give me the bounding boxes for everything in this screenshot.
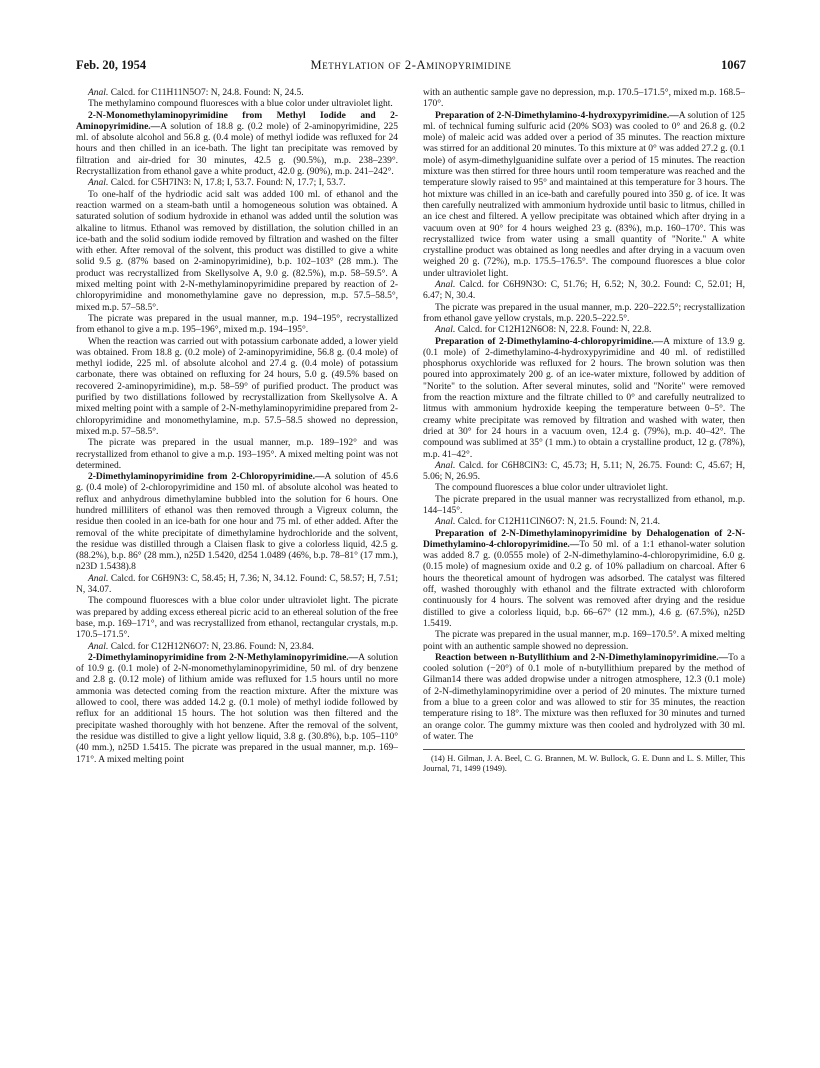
analysis-paragraph: Anal. Calcd. for C6H9N3: C, 58.45; H, 7.36; N, 34.12. Found: C, 58.57; H, 7.51; N, 34.07. <box>76 573 398 596</box>
body-paragraph: The picrate prepared in the usual manner was recrystallized from ethanol, m.p. 144–145°. <box>423 494 745 516</box>
procedure-paragraph: Reaction between n-Butyllithium and 2-N-Dimethylaminopyrimidine.—To a cooled solution (−20°) of 0.1 mole of n-butyllithium prepared by the method of Gilman14 there was added dropwise under a nitrogen atmosphere, 12.3 (0.1 mole) of 2-N-dimethylaminopyrimidine over a period of 20 minutes. The mixture turned from a blue to a green color and was allowed to stir for 35 minutes, the reaction temperature rising to 18°. The mixture was then refluxed for 30 minutes and turned an orange color. The gummy mixture was then cooled and hydrolyzed with 30 ml. of water. The <box>423 652 745 742</box>
procedure-paragraph: 2-N-Monomethylaminopyrimidine from Methyl Iodide and 2-Aminopyrimidine.—A solution of 18.8 g. (0.2 mole) of 2-aminopyrimidine, 225 ml. of absolute alcohol and 56.8 g. (0.4 mole) of methyl iodide was refluxed for 24 hours and then chilled in an ice-bath. The light tan precipitate was removed by filtration and air-dried for 30 minutes, 42.5 g. (90.5%), m.p. 238–239°. Recrystallization from ethanol gave a white product, 42.0 g. (90%), m.p. 241–242°. <box>76 110 398 178</box>
body-paragraph: The picrate was prepared in the usual manner, m.p. 189–192° and was recrystallized from ethanol to give a m.p. 193–195°. A mixed melting point was not determined. <box>76 438 398 471</box>
procedure-paragraph: Preparation of 2-Dimethylamino-4-chloropyrimidine.—A mixture of 13.9 g. (0.1 mole) of 2-dimethylamino-4-hydroxypyrimidine and 40 ml. of redistilled phosphorus oxychloride was refluxed for 2 hours. The brown solution was then poured into approximately 200 g. of an ice-water mixture, followed by addition of "Norite" to the solution. After several minutes, solid and "Norite" were removed from the reaction mixture and the filtrate chilled to 0° and carefully neutralized to litmus with ammonium hydroxide keeping the temperature between 0–5°. The creamy white precipitate was removed by filtration and washed with water, then dried at 30° for 24 hours in a vacuum oven, 12.4 g. (79%), m.p. 40–42°. The compound was sublimed at 35° (1 mm.) to obtain a crystalline product, 12 g. (78%), m.p. 41–42°. <box>423 336 745 460</box>
procedure-paragraph: Preparation of 2-N-Dimethylamino-4-hydroxypyrimidine.—A solution of 125 ml. of technical fuming sulfuric acid (20% SO3) was cooled to 0° and 26.8 g. (0.2 mole) of maleic acid was added over a period of 35 minutes. The reaction mixture was stirred for an additional 20 minutes. To this mixture at 0° was added 27.2 g. (0.1 mole) of asym-dimethylguanidine sulfate over a period of 15 minutes. The reaction mixture was then stirred for three hours until room temperature was reached and the temperature slowly raised to 95° and maintained at this temperature for 3 hours. The hot mixture was chilled in an ice-bath and carefully poured into 350 g. of ice. It was then carefully neutralized with ammonium hydroxide until basic to litmus, chilled in an ice chest and filtered. A yellow precipitate was obtained which after drying in a vacuum oven at 90° for 4 hours weighed 23 g. (83%), m.p. 160–170°. This was recrystallized twice from water using a small quantity of "Norite." A white crystalline product was obtained as long needles and after drying in a vacuum oven weighed 20 g. (72%), m.p. 175.5–176.5°. The compound fluoresces a blue color under ultraviolet light. <box>423 110 745 279</box>
procedure-paragraph: Preparation of 2-N-Dimethylaminopyrimidine by Dehalogenation of 2-N-Dimethylamino-4-chloropyrimidine.—To 50 ml. of a 1:1 ethanol-water solution was added 8.7 g. (0.0555 mole) of 2-N-dimethylamino-4-chloropyrimidine, 6.0 g. (0.15 mole) of magnesium oxide and 0.2 g. of 10% palladium on charcoal. After 6 hours the theoretical amount of hydrogen was adsorbed. The catalyst was filtered off, washed thoroughly with ethanol and the filtrate extracted with chloroform continuously for 4 hours. The solvent was removed after drying and the residue distilled to give a colorless liquid, b.p. 66–67° (12 mm.), 4.6 g. (67.5%), n25D 1.5419. <box>423 528 745 629</box>
analysis-paragraph: Anal. Calcd. for C6H8ClN3: C, 45.73; H, 5.11; N, 26.75. Found: C, 45.67; H, 5.06; N, 26.95. <box>423 460 745 483</box>
analysis-paragraph: Anal. Calcd. for C11H11N5O7: N, 24.8. Found: N, 24.5. <box>88 88 304 98</box>
body-paragraph: The compound fluoresces with a blue color under ultraviolet light. The picrate was prepared by adding excess ethereal picric acid to an ethereal solution of the free base, m.p. 169–171°, and was recrystallized from ethanol, rectangular crystals, m.p. 170.5–171.5°. <box>76 596 398 641</box>
analysis-paragraph: Anal. Calcd. for C5H7IN3: N, 17.8; I, 53.7. Found: N, 17.7; I, 53.7. <box>88 178 346 189</box>
running-title: Methylation of 2-Aminopyrimidine <box>310 58 512 72</box>
analysis-paragraph: Anal. Calcd. for C12H12N6O8: N, 22.8. Found: N, 22.8. <box>435 325 652 336</box>
section-heading: 2-N-Monomethylaminopyrimidine from Methyl Iodide and 2-Aminopyrimidine.— <box>76 110 398 132</box>
section-heading: Preparation of 2-N-Dimethylamino-4-hydroxypyrimidine.— <box>435 110 679 121</box>
section-heading: 2-Dimethylaminopyrimidine from 2-N-Methylaminopyrimidine.— <box>88 652 359 663</box>
section-heading: Preparation of 2-N-Dimethylaminopyrimidine by Dehalogenation of 2-N-Dimethylamino-4-chloropyrimidine.— <box>423 528 745 550</box>
section-heading: Reaction between n-Butyllithium and 2-N-Dimethylaminopyrimidine.— <box>435 652 729 663</box>
body-paragraph: The picrate was prepared in the usual manner, m.p. 194–195°, recrystallized from ethanol to give a m.p. 195–196°, mixed m.p. 194–195°. <box>76 313 398 336</box>
analysis-paragraph: Anal. Calcd. for C12H11ClN6O7: N, 21.5. Found: N, 21.4. <box>435 517 661 528</box>
left-column <box>76 88 398 1048</box>
body-paragraph: The methylamino compound fluoresces with a blue color under ultraviolet light. <box>88 99 393 110</box>
analysis-paragraph: Anal. Calcd. for C12H12N6O7: N, 23.86. Found: N, 23.84. <box>88 641 314 652</box>
body-paragraph: When the reaction was carried out with potassium carbonate added, a lower yield was obtained. From 18.8 g. (0.2 mole) of 2-aminopyrimidine, 56.8 g. (0.4 mole) of methyl iodide, 225 ml. of absolute alcohol and 27.4 g. (0.4 mole) of potassium carbonate, there was obtained on refluxing for 24 hours, 5.0 g. (49.5% based on recovered 2-aminopyrimidine), m.p. 58–59° of purified product. The product was purified by two distillations followed by recrystallization from Skellysolve A. A mixed melting point with a sample of 2-N-methylaminopyrimidine prepared from 2-chloropyrimidine and monomethylamine, m.p. 57.5–58.5 showed no depression, mixed m.p. 57–58.5°. <box>76 336 398 437</box>
section-heading: 2-Dimethylaminopyrimidine from 2-Chloropyrimidine.— <box>88 472 325 483</box>
body-paragraph: To one-half of the hydriodic acid salt was added 100 ml. of ethanol and the reaction warmed on a steam-bath until a homogeneous solution was obtained. A saturated solution of sodium hydroxide in ethanol was added until the solution was alkaline to litmus. Ethanol was removed by distillation, the solution chilled in an ice-bath and the solid sodium iodide removed by filtration and washed on the filter with ether. After removal of the solvent, this product was distilled to give a white solid 9.5 g. (87% based on 2-aminopyrimidine), b.p. 102–103° (28 mm.). The product was recrystallized from Skellysolve A, 9.0 g. (82.5%), m.p. 58–59.5°. A mixed melting point with 2-N-methylaminopyrimidine prepared by reaction of 2-chloropyrimidine and monomethylamine gave no depression, m.p. 57.5–58.5°, mixed m.p. 57–58.5°. <box>76 189 398 313</box>
issue-date: Feb. 20, 1954 <box>76 58 147 72</box>
page-number: 1067 <box>721 58 746 72</box>
footnote-divider <box>423 749 745 750</box>
section-heading: Preparation of 2-Dimethylamino-4-chloropyrimidine.— <box>435 336 664 347</box>
body-paragraph: with an authentic sample gave no depression, m.p. 170.5–171.5°, mixed m.p. 168.5–170°. <box>423 88 745 110</box>
body-paragraph: The picrate was prepared in the usual manner, m.p. 169–170.5°. A mixed melting point with an authentic sample showed no depression. <box>423 630 745 652</box>
body-paragraph: The picrate was prepared in the usual manner, m.p. 220–222.5°; recrystallization from ethanol gave yellow crystals, m.p. 220.5–222.5°. <box>423 302 745 324</box>
footnote: (14) H. Gilman, J. A. Beel, C. G. Brannen, M. W. Bullock, G. E. Dunn and L. S. Miller, This Journal, 71, 1499 (1949). <box>423 754 745 774</box>
procedure-paragraph: 2-Dimethylaminopyrimidine from 2-Chloropyrimidine.—A solution of 45.6 g. (0.4 mole) of 2-chloropyrimidine and 150 ml. of absolute alcohol was heated to reflux and anhydrous dimethylamine bubbled into the solution for 6 hours. One hundred milliliters of ethanol was then removed through a Vigreux column, the residue then cooled in an ice-bath for one hour and 75 ml. of ether added. After the removal of the white precipitate of dimethylamine hydrochloride and the solvent, the residue was distilled through a Claisen flask to give a colorless liquid, 42.5 g. (88.2%), b.p. 86° (28 mm.), n25D 1.5420, d254 1.0489 (46%, b.p. 78–81° (17 mm.), n23D 1.5438).8 <box>76 472 398 573</box>
body-paragraph: The compound fluoresces a blue color under ultraviolet light. <box>435 483 668 494</box>
page-header <box>76 58 746 78</box>
right-column <box>423 88 745 1048</box>
analysis-paragraph: Anal. Calcd. for C6H9N3O: C, 51.76; H, 6.52; N, 30.2. Found: C, 52.01; H, 6.47; N, 30.4. <box>423 280 745 302</box>
procedure-paragraph: 2-Dimethylaminopyrimidine from 2-N-Methylaminopyrimidine.—A solution of 10.9 g. (0.1 mole) of 2-N-monomethylaminopyrimidine, 50 ml. of dry benzene and 2.8 g. (0.12 mole) of lithium amide was refluxed for 1.5 hours until no more ammonia was detected coming from the reaction mixture. After the mixture was allowed to cool, there was added 14.2 g. (0.1 mole) of methyl iodide followed by reflux for an additional 15 hours. The hot solution was then filtered and the precipitate washed thoroughly with hot benzene. After the removal of the solvent, the residue was distilled to give a light yellow liquid, 3.8 g. (30.8%), b.p. 105–110° (40 mm.), n25D 1.5415. The picrate was prepared in the usual manner, m.p. 169–171°. A mixed melting point <box>76 652 398 765</box>
